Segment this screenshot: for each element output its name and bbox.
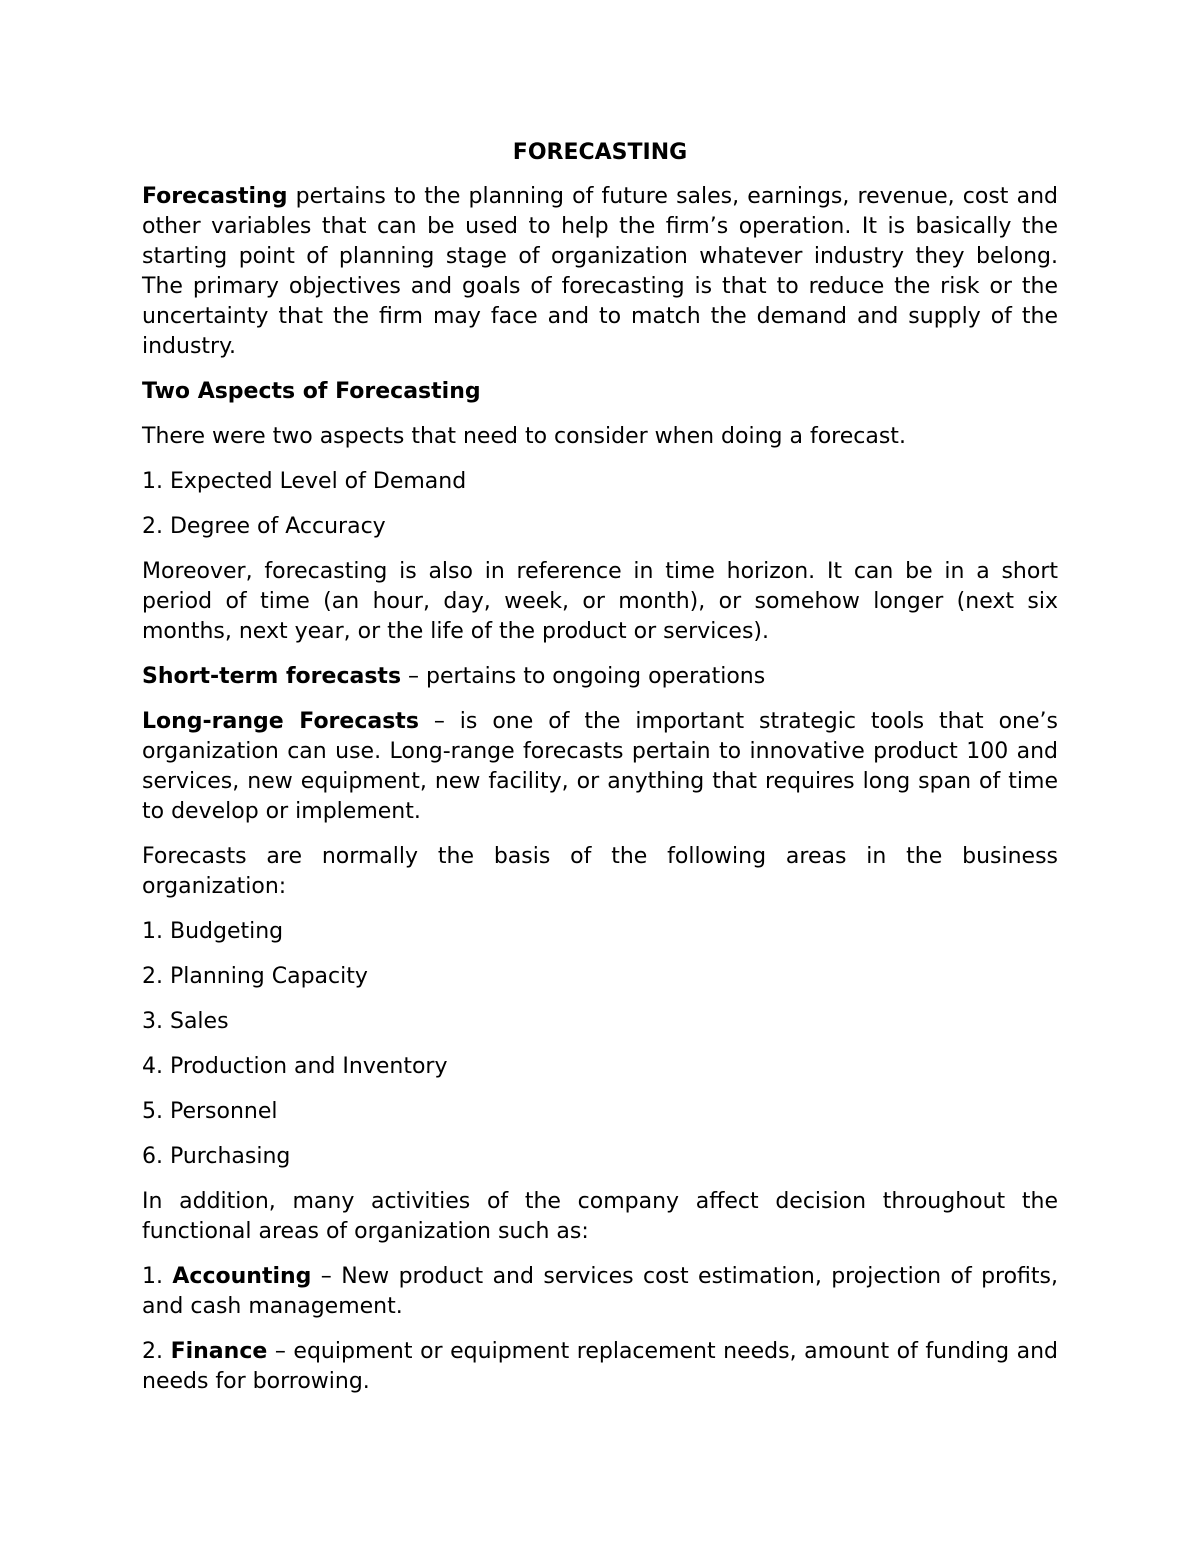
- functional-item-number: 2.: [142, 1339, 171, 1364]
- aspects-heading: Two Aspects of Forecasting: [142, 379, 481, 404]
- aspect-item: 2. Degree of Accuracy: [142, 514, 386, 539]
- long-range-paragraph: [142, 707, 1058, 827]
- areas-lead: Forecasts are normally the basis of the following areas in the business organization:: [142, 844, 1058, 899]
- aspect-item: 1. Expected Level of Demand: [142, 469, 467, 494]
- intro-paragraph: [142, 182, 1058, 362]
- area-item: 3. Sales: [142, 1009, 229, 1034]
- long-range-term: Long-range Forecasts: [142, 709, 419, 734]
- area-item: 4. Production and Inventory: [142, 1054, 448, 1079]
- short-term-paragraph: [142, 662, 1058, 692]
- functional-item: [142, 1337, 1058, 1397]
- area-item: 6. Purchasing: [142, 1144, 291, 1169]
- short-term-text: – pertains to ongoing operations: [401, 664, 766, 689]
- long-range-text: – is one of the important strategic tools that one’s organization can use. Long-range forecasts pertain to innovative product 100 and services, new equipment, new facility, or anything that requires long span of time to develop or implement.: [142, 709, 1058, 824]
- aspects-lead: There were two aspects that need to consider when doing a forecast.: [142, 424, 906, 449]
- area-item: 5. Personnel: [142, 1099, 278, 1124]
- functional-item-number: 1.: [142, 1264, 173, 1289]
- area-item: 2. Planning Capacity: [142, 964, 368, 989]
- functional-item: [142, 1262, 1058, 1322]
- short-term-term: Short-term forecasts: [142, 664, 402, 689]
- functional-item-text: – equipment or equipment replacement needs, amount of funding and needs for borrowing.: [142, 1339, 1059, 1394]
- document-title: FORECASTING: [512, 140, 688, 165]
- area-item: 1. Budgeting: [142, 919, 284, 944]
- intro-text: pertains to the planning of future sales, earnings, revenue, cost and other variables that can be used to help the firm’s operation. It is basically the starting point of planning stage of organization whatever industry they belong. The primary objectives and goals of forecasting is that to reduce the risk or the uncertainty that the firm may face and to match the demand and supply of the industry.: [142, 184, 1058, 359]
- document-page: [142, 138, 1058, 1412]
- functional-item-text: – New product and services cost estimation, projection of profits, and cash management.: [142, 1264, 1058, 1319]
- functional-item-term: Accounting: [172, 1264, 312, 1289]
- functional-item-term: Finance: [170, 1339, 268, 1364]
- functional-lead: In addition, many activities of the company affect decision throughout the functional areas of organization such as:: [142, 1189, 1058, 1244]
- intro-term: Forecasting: [142, 184, 288, 209]
- time-horizon-paragraph: Moreover, forecasting is also in reference in time horizon. It can be in a short period of time (an hour, day, week, or month), or somehow longer (next six months, next year, or the life of the product or services).: [142, 559, 1058, 644]
